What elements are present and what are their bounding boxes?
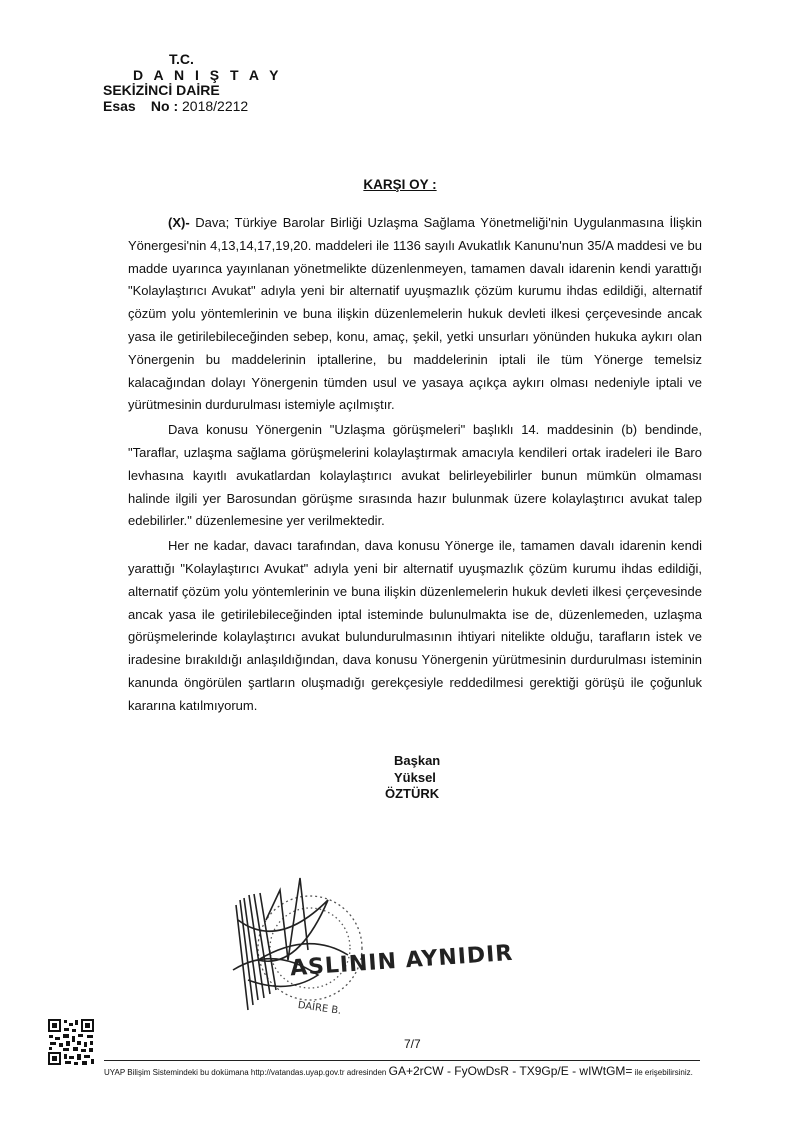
header-court: D A N I Ş T A Y bbox=[133, 66, 282, 83]
header-tc: T.C. bbox=[169, 51, 194, 67]
footer-divider bbox=[104, 1060, 700, 1061]
paragraph bbox=[128, 535, 702, 717]
document-body bbox=[128, 212, 702, 718]
stamp-text: ASLININ AYNIDIR bbox=[289, 940, 515, 982]
signature-first-name: Yüksel bbox=[394, 769, 436, 785]
no-label: No : bbox=[150, 97, 179, 114]
footer-prefix: UYAP Bilişim Sistemindeki bu dokümana http://vatandas.uyap.gov.tr adresinden bbox=[104, 1068, 387, 1077]
document-title: KARŞI OY : bbox=[363, 177, 437, 192]
footer-code: GA+2rCW - FyOwDsR - TX9Gp/E - wIWtGM= bbox=[388, 1064, 633, 1078]
signature-last-name: ÖZTÜRK bbox=[385, 786, 440, 801]
document-header bbox=[103, 52, 282, 114]
stamp-sub-text: DAİRE B. bbox=[297, 999, 342, 1017]
esas-label: Esas bbox=[103, 97, 136, 114]
no-value: 2018/2212 bbox=[182, 97, 249, 114]
paragraph-text: Her ne kadar, davacı tarafından, dava konusu Yönerge ile, tamamen davalı idarenin kendi yarattığı "Kolaylaştırıcı Avukat" adıyla yeni bir alternatif uyuşmazlık çözüm kurumu ihdas edildiği, alternatif çözüm yolu yöntemlerinin ve buna ilişkin düzenlemelerin hukuk devleti ilkesi çerçevesinde ancak yasa ile getirilebileceğinden iptal isteminde bulunulmakta ise de, düzenlemeden, uzlaşma görüşmelerinde kolaylaştırıcı avukat bulundurulmasının ihtiyari nitelikte olduğu, tarafların istek ve iradesine bırakıldığı anlaşıldığından, dava konusu Yönergenin yürütmesinin durdurulması isteminin kanunda öngörülen şartların oluşmadığı gerekçesiyle reddedilmesi gerektiği görüşü ile çoğunluk kararına katılmıyorum. bbox=[128, 538, 702, 713]
footer-suffix: ile erişebilirsiniz. bbox=[634, 1068, 693, 1077]
qr-code-icon bbox=[47, 1018, 95, 1066]
paragraph-text: Dava konusu Yönergenin "Uzlaşma görüşmeleri" başlıklı 14. maddesinin (b) bendinde, "Taraflar, uzlaşma sağlama görüşmelerini kolaylaştırmak amacıyla kendileri ortak iradeleri ile Baro levhasına kayıtlı avukatlardan kolaylaştırıcı avukat belirleyebilirler bunun mümkün olmaması halinde ilgili yer Barosundan görüşme sırasında hazır bulunmak üzere kolaylaştırıcı avukat talep edebilirler." düzenlemesine yer verilmektedir. bbox=[128, 422, 702, 529]
paragraph-lead: (X)- bbox=[168, 215, 190, 230]
page-number: 7/7 bbox=[404, 1037, 421, 1051]
paragraph-text: Dava; Türkiye Barolar Birliği Uzlaşma Sağlama Yönetmeliği'nin Uygulanmasına İlişkin Yönergesi'nin 4,13,14,17,19,20. maddeleri ile 1136 sayılı Avukatlık Kanunu'nun 35/A maddesi ve bu madde uyarınca yayınlanan yönetmelikte düzenlenmeyen, tamamen davalı idarenin kendi yarattığı "Kolaylaştırıcı Avukat" adıyla yeni bir alternatif uyuşmazlık çözüm kurumu ihdas edildiği, alternatif çözüm yolu yöntemlerinin ve buna ilişkin düzenlemelerin hukuk devleti ilkesi çerçevesinde ancak yasa ile getirilebileceğinden sebep, konu, amaç, şekil, yetki unsurları yönünden hukuka aykırı olan Yönergenin bu maddelerinin iptallerine, bu maddelerinin iptali ile tüm Yönerge temelsiz kalacağından dolayı Yönergenin tümden usul ve yasaya açıkça aykırı olması nedeniyle iptali ve yürütmesinin durdurulması istemiyle açılmıştır. bbox=[128, 215, 702, 413]
footer-verification bbox=[104, 1064, 704, 1078]
header-chamber: SEKİZİNCİ DAİRE bbox=[103, 82, 220, 98]
signature-role: Başkan bbox=[394, 753, 441, 768]
paragraph bbox=[128, 212, 702, 417]
paragraph bbox=[128, 419, 702, 533]
header-case-number bbox=[103, 99, 282, 115]
signature-block bbox=[385, 753, 440, 803]
stamp-signature-icon bbox=[218, 860, 515, 1025]
